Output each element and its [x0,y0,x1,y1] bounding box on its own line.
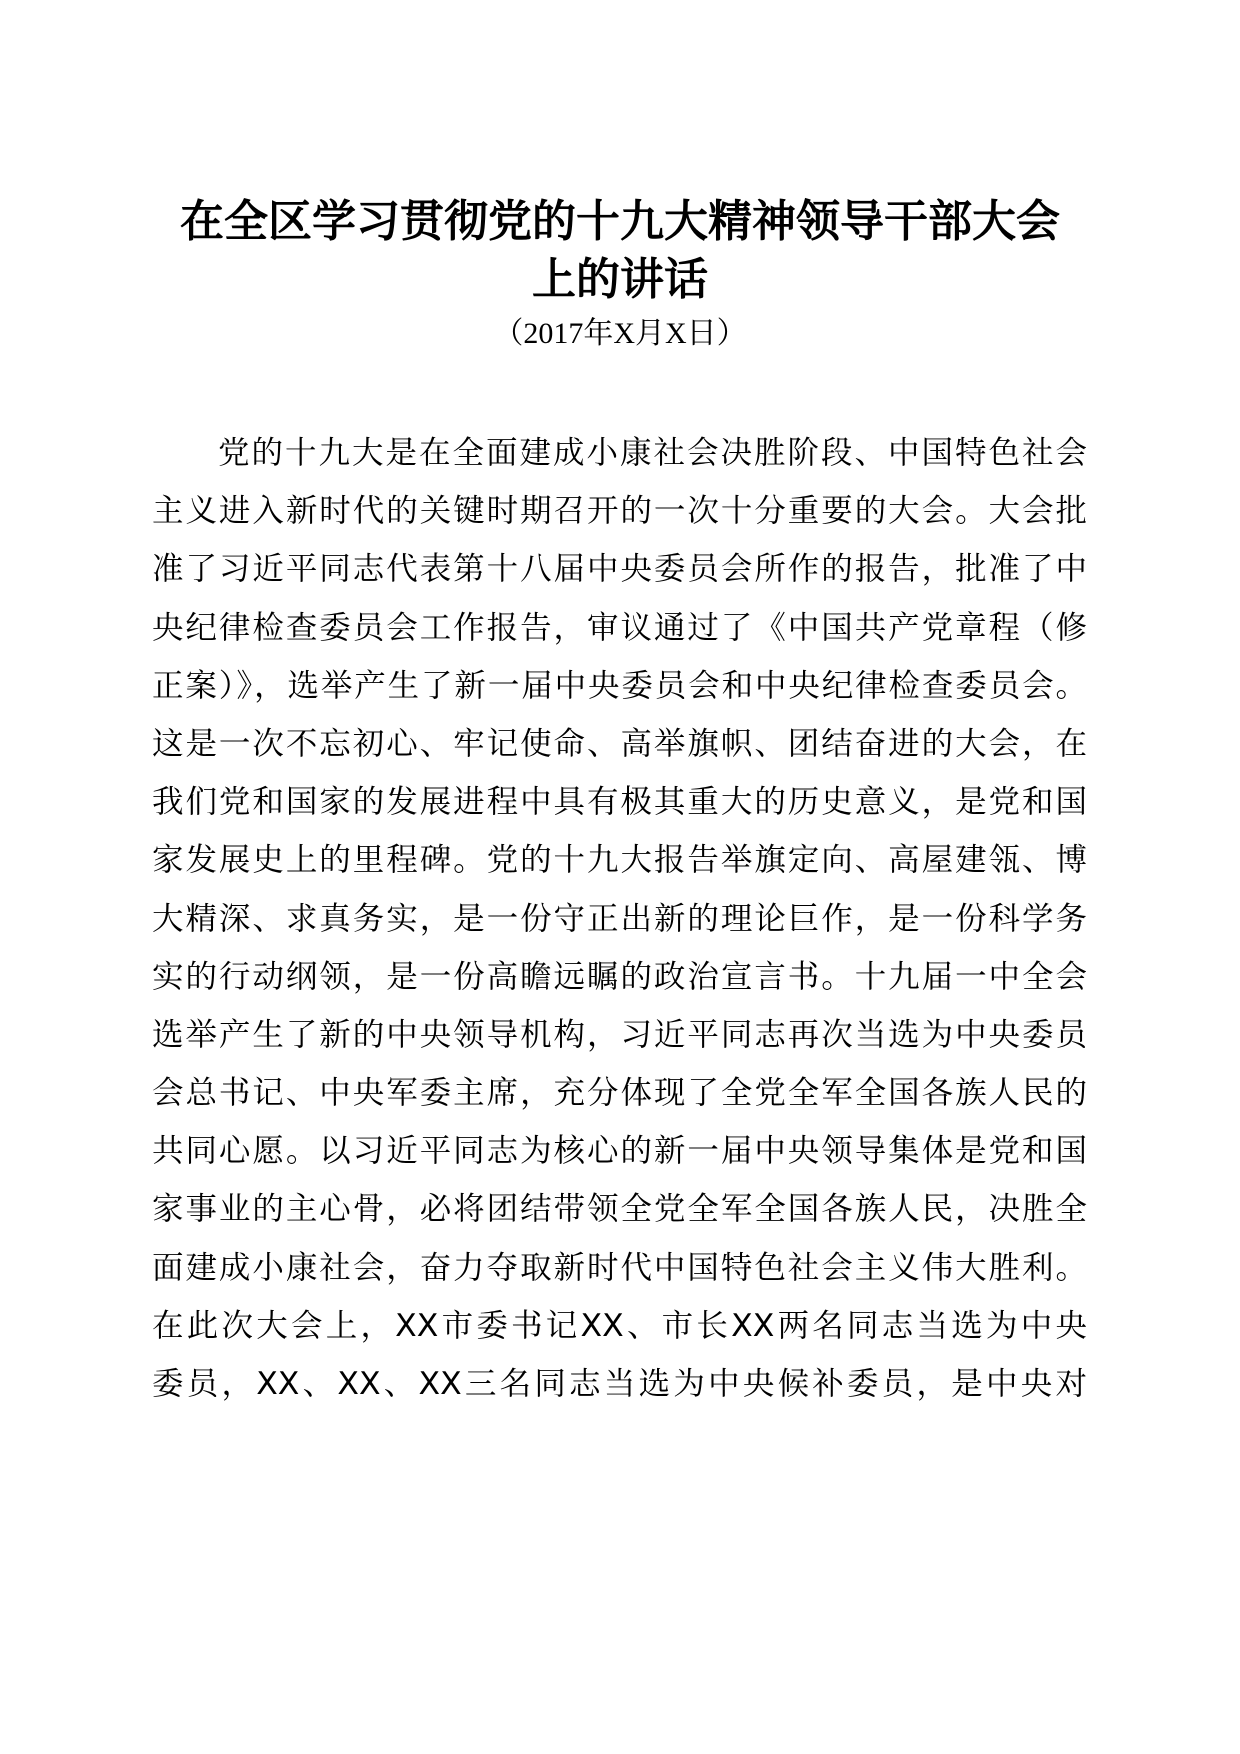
body-text-line: 主义进入新时代的关键时期召开的一次十分重要的大会。大会批 [152,493,1087,530]
body-text-line: 正案）》，选举产生了新一届中央委员会和中央纪律检查委员会。 [152,667,1087,704]
document-body [152,430,1087,1419]
document-date: （2017年X月X日） [493,317,747,350]
body-text-line: 在此次大会上，XX市委书记XX、市长XX两名同志当选为中央 [152,1307,1087,1344]
body-text-line: 党的十九大是在全面建成小康社会决胜阶段、中国特色社会 [218,435,1087,471]
body-text-line: 实的行动纲领，是一份高瞻远瞩的政治宣言书。十九届一中全会 [152,958,1087,995]
body-text-line: 会总书记、中央军委主席，充分体现了全党全军全国各族人民的 [152,1075,1087,1112]
body-text-line: 共同心愿。以习近平同志为核心的新一届中央领导集体是党和国 [152,1133,1087,1170]
body-text-line: 委员，XX、XX、XX三名同志当选为中央候补委员，是中央对 [152,1366,1087,1402]
document-title-line-2: 上的讲话 [532,254,708,305]
body-text-line: 这是一次不忘初心、牢记使命、高举旗帜、团结奋进的大会，在 [152,725,1087,762]
body-text-line: 家发展史上的里程碑。党的十九大报告举旗定向、高屋建瓴、博 [152,842,1087,879]
body-text-line: 家事业的主心骨，必将团结带领全党全军全国各族人民，决胜全 [152,1191,1087,1228]
body-text-line: 我们党和国家的发展进程中具有极其重大的历史意义，是党和国 [152,784,1087,821]
body-text-line: 央纪律检查委员会工作报告，审议通过了《中国共产党章程（修 [152,609,1087,646]
body-text-line: 准了习近平同志代表第十八届中央委员会所作的报告，批准了中 [152,551,1087,588]
body-text-line: 面建成小康社会，奋力夺取新时代中国特色社会主义伟大胜利。 [152,1249,1087,1286]
document-title-line-1: 在全区学习贯彻党的十九大精神领导干部大会 [180,196,1060,247]
body-text-line: 选举产生了新的中央领导机构，习近平同志再次当选为中央委员 [152,1016,1087,1053]
body-text-line: 大精深、求真务实，是一份守正出新的理论巨作，是一份科学务 [152,900,1087,937]
